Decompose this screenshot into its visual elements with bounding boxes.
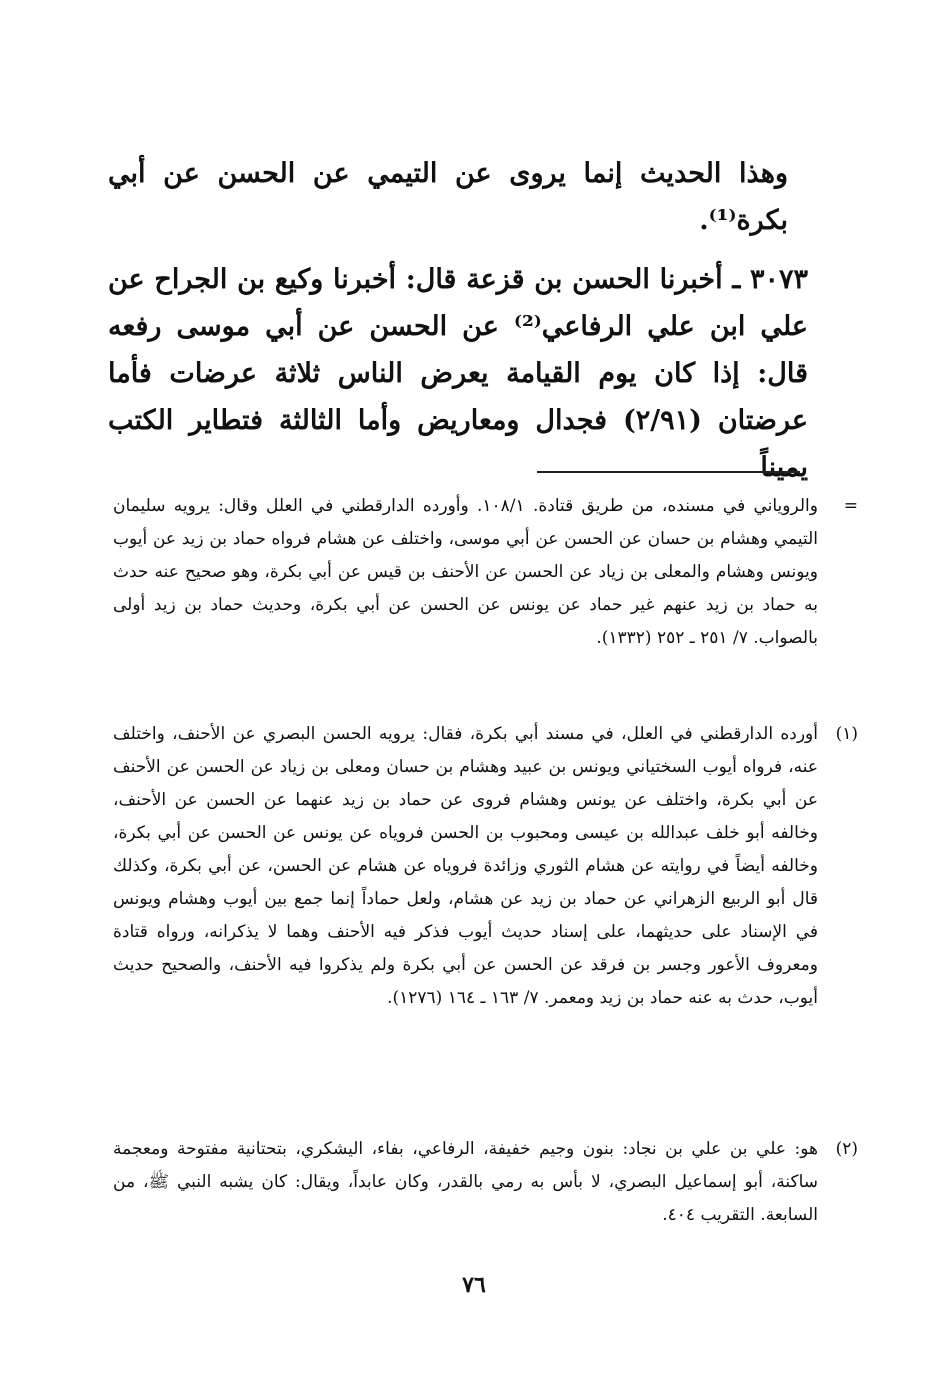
continuation-mark: =	[843, 496, 858, 516]
footnote-2	[113, 1133, 858, 1232]
footnote-1-block	[113, 718, 858, 1015]
page-number: ٧٦	[462, 1272, 486, 1298]
hadith-text: أخبرنا الحسن بن قزعة قال: أخبرنا وكيع بن الجراح عن علي ابن علي الرفاعي⁽²⁾ عن الحسن عن أبي موسى رفعه قال: إذا كان يوم القيامة يعرض الناس ثلاثة عرضات فأما عرضتان (٢/٩١) فجدال ومعاريض وأما الثالثة فتطاير الكتب يميناً	[108, 264, 808, 483]
footnote-separator	[537, 471, 800, 473]
intro-paragraph	[108, 150, 788, 244]
footnote-continuation-block	[113, 490, 858, 655]
footnote-2-text: هو: علي بن علي بن نجاد: بنون وجيم خفيفة، الرفاعي، بفاء، اليشكري، بتحتانية مفتوحة ومعجمة ساكنة، أبو إسماعيل البصري، لا بأس به رمي بالقدر، وكان عابداً، ويقال: كان يشبه النبي ﷺ، من السابعة. التقريب ٤٠٤.	[113, 1139, 818, 1225]
intro-text: وهذا الحديث إنما يروى عن التيمي عن الحسن عن أبي بكرة⁽¹⁾.	[108, 158, 788, 236]
continuation-text: والروياني في مسنده، من طريق قتادة. ١٠٨/١. وأورده الدارقطني في العلل وقال: يرويه سليمان التيمي وهشام بن حسان عن الحسن عن أبي موسى، واختلف عن هشام فرواه حماد بن زيد عن أيوب ويونس وهشام والمعلى بن زياد عن الحسن عن الأحنف بن قيس عن أبي بكرة، وهو صحيح عنه حدث به حماد بن زيد عنهم غير حماد عن يونس عن الحسن عن أبي بكرة، وحديث حماد بن زيد أولى بالصواب. ٧/ ٢٥١ ـ ٢٥٢ (١٣٣٢).	[113, 496, 818, 648]
footnote-2-block	[113, 1133, 858, 1232]
hadith-number: ٣٠٧٣ ـ	[732, 264, 808, 295]
hadith-paragraph	[108, 256, 808, 491]
footnote-2-mark: (٢)	[835, 1139, 858, 1159]
footnote-continuation	[113, 490, 858, 655]
footnote-1	[113, 718, 858, 1015]
footnote-1-mark: (١)	[835, 724, 858, 744]
footnote-1-text: أورده الدارقطني في العلل، في مسند أبي بكرة، فقال: يرويه الحسن البصري عن الأحنف، واختلف عنه، فرواه أيوب السختياني ويونس بن عبيد وهشام بن حسان ومعلى بن زياد عن الحسن عن الأحنف عن أبي بكرة، واختلف عن يونس وهشام فروى عن حماد بن زيد عنهما عن الحسن عن الأحنف، وخالفه أبو خلف عبدالله بن عيسى ومحبوب بن الحسن فروياه عن يونس عن الحسن عن أبي بكرة، وخالفه أيضاً في روايته عن هشام الثوري وزائدة فروياه عن هشام عن الحسن، عن أبي بكرة، وكذلك قال أبو الربيع الزهراني عن حماد بن زيد عن هشام، ولعل حماداً إنما جمع بين أيوب وهشام ويونس في الإسناد على حديثهما، على إسناد حديث أيوب فذكر فيه الأحنف وهما لا يذكرانه، ورواه قتادة ومعروف الأعور وجسر بن فرقد عن الحسن عن أبي بكرة ولم يذكروا فيه الأحنف، والصحيح حديث أيوب، حدث به عنه حماد بن زيد ومعمر. ٧/ ١٦٣ ـ ١٦٤ (١٢٧٦).	[113, 724, 818, 1008]
